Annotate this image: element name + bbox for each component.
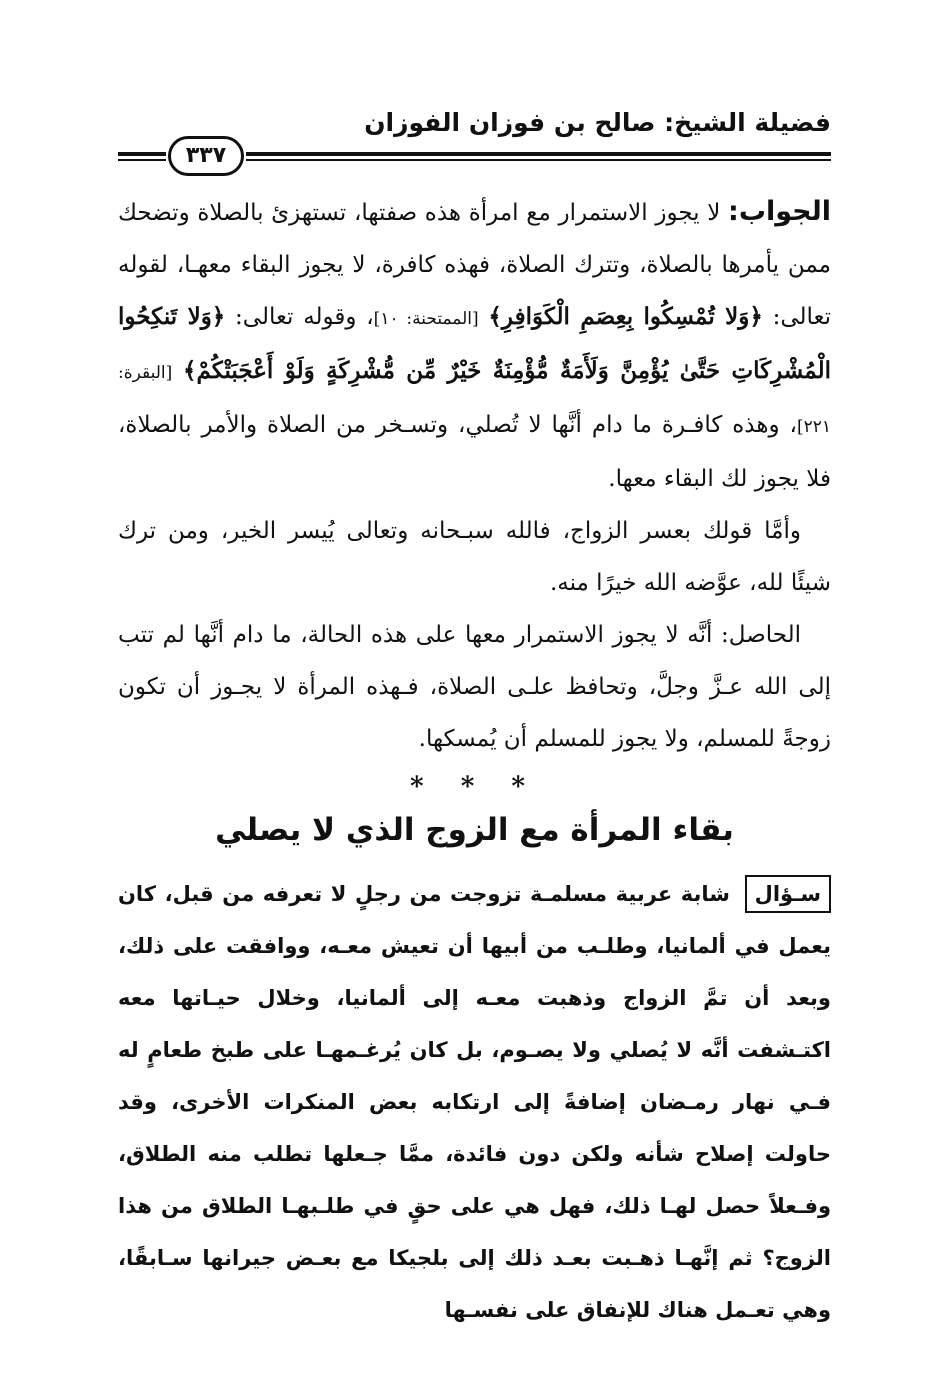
page-number: ٣٣٧ [168, 136, 244, 176]
running-title: فضيلة الشيخ: صالح بن فوزان الفوزان [364, 108, 831, 137]
quran-verse: ﴿وَلا تُمْسِكُوا بِعِصَمِ الْكَوَافِرِ﴾ [488, 303, 763, 330]
verse-citation: [الممتحنة: ١٠] [373, 309, 479, 329]
answer-text: ، وقوله تعالى: [235, 304, 374, 330]
answer-paragraph-3: الحاصل: أنَّه لا يجوز الاستمرار معها على هذه الحالة، ما دام أنَّها لم تتب إلى الله عـزَّ وجلَّ، وتحافظ علـى الصلاة، فـهذه المرأة لا يجـوز أن تكون زوجةً للمسلم، ولا يجوز للمسلم أن يُمسكها. [118, 622, 831, 752]
quran-verse: ﴿وَلا تَنكِحُوا الْمُشْرِكَاتِ حَتَّىٰ يُؤْمِنَّ وَلَأَمَةٌ مُّؤْمِنَةٌ خَيْرٌ مِّن مُّشْرِكَةٍ وَلَوْ أَعْجَبَتْكُمْ﴾ [118, 303, 831, 384]
answer-label: الجواب: [728, 196, 831, 227]
answer-text: ، وهذه كافـرة ما دام أنَّها لا تُصلي، وتسـخر من الصلاة والأمر بالصلاة، فلا يجوز لك البقاء معها. [118, 412, 831, 492]
answer-text: لا يجوز الاستمرار مع امرأة هذه صفتها، تستهزئ بالصلاة وتضحك ممن يأمرها بالصلاة، وتترك الصلاة، فهذه كافرة، لا يجوز البقاء معهـا، لقوله تعالى: [118, 200, 832, 330]
question-label: سـؤال [745, 875, 831, 913]
rule-line [246, 159, 831, 161]
question-paragraph [118, 868, 831, 1336]
question-text: شابة عربية مسلمـة تزوجت من رجلٍ لا تعرفه من قبل، كان يعمل في ألمانيا، وطلـب من أبيها أن تعيش معـه، ووافقت على ذلك، وبعد أن تمَّ الزواج وذهبت معـه إلى ألمانيا، وخلال حيـاتها معه اكتـشفت أنَّه لا يُصلي ولا يصـوم، بل كان يُرغـمهـا على طبخ طعامٍ له فـي نهار رمـضان إضافةً إلى ارتكابه بعض المنكرات الأخرى، وقد حاولت إصلاح شأنه ولكن دون فائدة، ممَّا جـعلها تطلب منه الطلاق، وفـعلاً حصل لهـا ذلك، فهل هي على حقٍ في طلـبهـا الطلاق من هذا الزوج؟ ثم إنَّهـا ذهـبت بعـد ذلك إلى بلجيكا مع بعـض جيرانها سـابقًا، وهي تعـمل هناك للإنفاق على نفسـها [118, 882, 831, 1322]
answer-section [118, 186, 831, 765]
section-separator: * * * [410, 772, 539, 802]
answer-paragraph-1 [118, 186, 831, 505]
rule-line [118, 152, 166, 156]
rule-line [246, 152, 831, 156]
answer-paragraph-2: وأمَّا قولك بعسر الزواج، فالله سبـحانه وتعالى يُيسر الخير، ومن ترك شيئًا لله، عوَّضه الله خيرًا منه. [118, 518, 831, 596]
verse-citation: [البقرة: ٢٢١] [118, 363, 831, 437]
rule-line [118, 159, 166, 161]
section-title: بقاء المرأة مع الزوج الذي لا يصلي [215, 812, 734, 848]
